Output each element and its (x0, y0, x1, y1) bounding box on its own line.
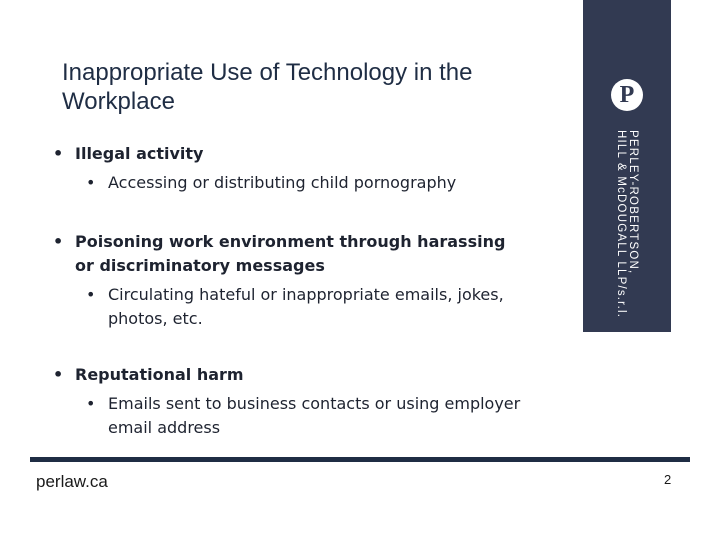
firm-name-line1: PERLEY-ROBERTSON, (627, 130, 639, 275)
sub-bullet-item (86, 392, 538, 440)
bullet-text: Poisoning work environment through harassing or discriminatory messages (75, 232, 506, 275)
bullet-dot: • (86, 394, 96, 413)
footer-website: perlaw.ca (36, 472, 108, 491)
sub-bullet-text: Emails sent to business contacts or using employer email address (108, 394, 521, 437)
page-number: 2 (664, 472, 672, 487)
firm-logo: P (611, 79, 643, 111)
bullet-item (53, 142, 555, 166)
bullet-dot: • (86, 285, 96, 304)
bullet-dot: • (53, 365, 64, 384)
bullet-text: Illegal activity (75, 144, 204, 163)
sub-bullet-item (86, 283, 528, 331)
bullet-dot: • (86, 173, 96, 192)
firm-name-line2: HILL & McDOUGALL LLP/s.r.l. (615, 130, 627, 319)
sub-bullet-text: Circulating hateful or inappropriate emails, jokes, photos, etc. (108, 285, 504, 328)
brand-panel (583, 0, 671, 332)
bullet-text: Reputational harm (75, 365, 244, 384)
bullet-item (53, 363, 515, 387)
bullet-item (53, 230, 515, 278)
firm-name-vertical (615, 130, 639, 319)
bullet-dot: • (53, 232, 64, 251)
sub-bullet-text: Accessing or distributing child pornography (108, 173, 457, 192)
footer-divider (30, 457, 690, 462)
bullet-dot: • (53, 144, 64, 163)
slide-title: Inappropriate Use of Technology in the Workplace (62, 59, 473, 115)
sub-bullet-item (86, 171, 558, 195)
